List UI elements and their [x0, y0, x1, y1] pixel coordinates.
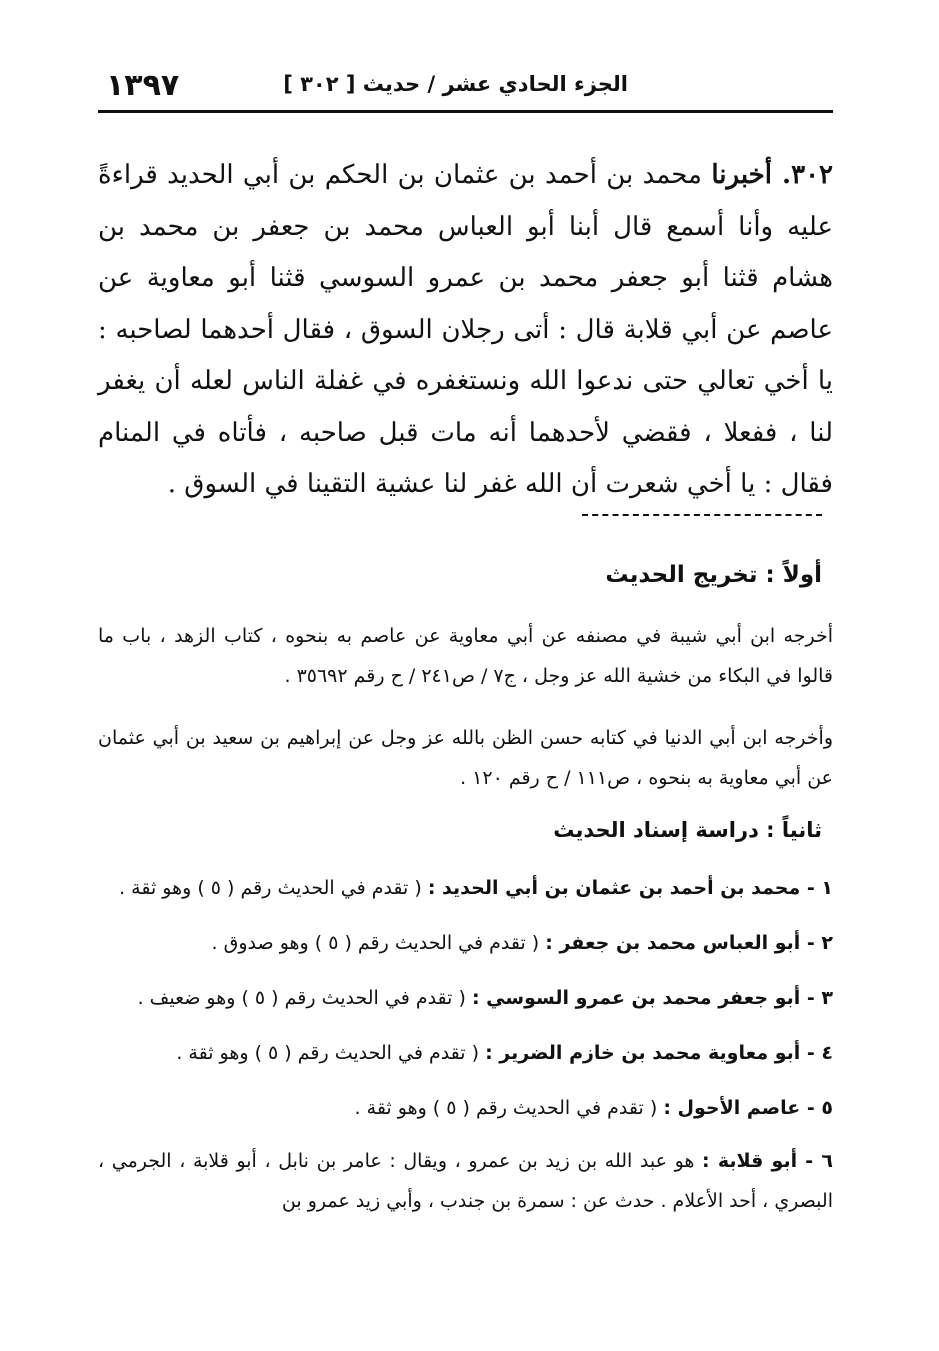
- narrator-note: ( تقدم في الحديث رقم ( ٥ ) وهو ثقة .: [119, 877, 422, 899]
- narrator-name: ٢ - أبو العباس محمد بن جعفر :: [545, 932, 833, 954]
- running-header: [98, 66, 833, 113]
- hadith-text: [98, 150, 833, 511]
- narrator-name: ٥ - عاصم الأحول :: [663, 1097, 833, 1119]
- isnad-heading: ثانياً : دراسة إسناد الحديث: [553, 818, 822, 842]
- narrator-name: ٦ - أبو قلابة :: [702, 1150, 833, 1172]
- narrator-item: [98, 976, 833, 1031]
- running-title: الجزء الحادي عشر / حديث [ ٣٠٢ ]: [283, 72, 628, 96]
- narrator-item: [98, 866, 833, 921]
- hadith-lead: ٣٠٢. أخبرنا: [711, 160, 834, 190]
- narrator-item: [98, 1086, 833, 1141]
- narrator-note: ( تقدم في الحديث رقم ( ٥ ) وهو ضعيف .: [137, 987, 466, 1009]
- section-divider: [582, 514, 822, 516]
- narrator-list: [98, 866, 833, 1221]
- narrator-item: [98, 921, 833, 976]
- narrator-item: [98, 1031, 833, 1086]
- narrator-name: ٤ - أبو معاوية محمد بن خازم الضرير :: [485, 1042, 833, 1064]
- narrator-note: ( تقدم في الحديث رقم ( ٥ ) وهو ثقة .: [354, 1097, 658, 1119]
- narrator-note: ( تقدم في الحديث رقم ( ٥ ) وهو ثقة .: [176, 1042, 480, 1064]
- page-number: ١٣٩٧: [106, 68, 180, 103]
- takhrij-heading: أولاً : تخريج الحديث: [605, 562, 822, 588]
- narrator-note: ( تقدم في الحديث رقم ( ٥ ) وهو صدوق .: [211, 932, 540, 954]
- takhrij-paragraph: وأخرجه ابن أبي الدنيا في كتابه حسن الظن بالله عز وجل عن إبراهيم بن سعيد بن أبي عثمان عن أبي معاوية به بنحوه ، ص١١١ / ح رقم ١٢٠ .: [98, 727, 833, 789]
- takhrij-paragraph: أخرجه ابن أبي شيبة في مصنفه عن أبي معاوية عن عاصم به بنحوه ، كتاب الزهد ، باب ما قالوا في البكاء من خشية الله عز وجل ، ج٧ / ص٢٤١ / ح رقم ٣٥٦٩٢ .: [98, 625, 833, 687]
- hadith-body: محمد بن أحمد بن عثمان بن الحكم بن أبي الحديد قراءةً عليه وأنا أسمع قال أبنا أبو العباس محمد بن جعفر بن محمد بن هشام قثنا أبو جعفر محمد بن عمرو السوسي قثنا أبو معاوية عن عاصم عن أبي قلابة قال : أتى رجلان السوق ، فقال أحدهما لصاحبه : يا أخي تعالي حتى ندعوا الله ونستغفره في غفلة الناس لعله أن يغفر لنا ، ففعلا ، فقضي لأحدهما أنه مات قبل صاحبه ، فأتاه في المنام فقال : يا أخي شعرت أن الله غفر لنا عشية التقينا في السوق .: [98, 160, 833, 499]
- narrator-item: [98, 1141, 833, 1221]
- narrator-note: هو عبد الله بن زيد بن عمرو ، ويقال : عامر بن نابل ، أبو قلابة ، الجرمي ، البصري ، أحد الأعلام . حدث عن : سمرة بن جندب ، وأبي زيد عمرو بن: [98, 1150, 833, 1212]
- narrator-name: ١ - محمد بن أحمد بن عثمان بن أبي الحديد :: [427, 877, 833, 899]
- narrator-name: ٣ - أبو جعفر محمد بن عمرو السوسي :: [471, 987, 833, 1009]
